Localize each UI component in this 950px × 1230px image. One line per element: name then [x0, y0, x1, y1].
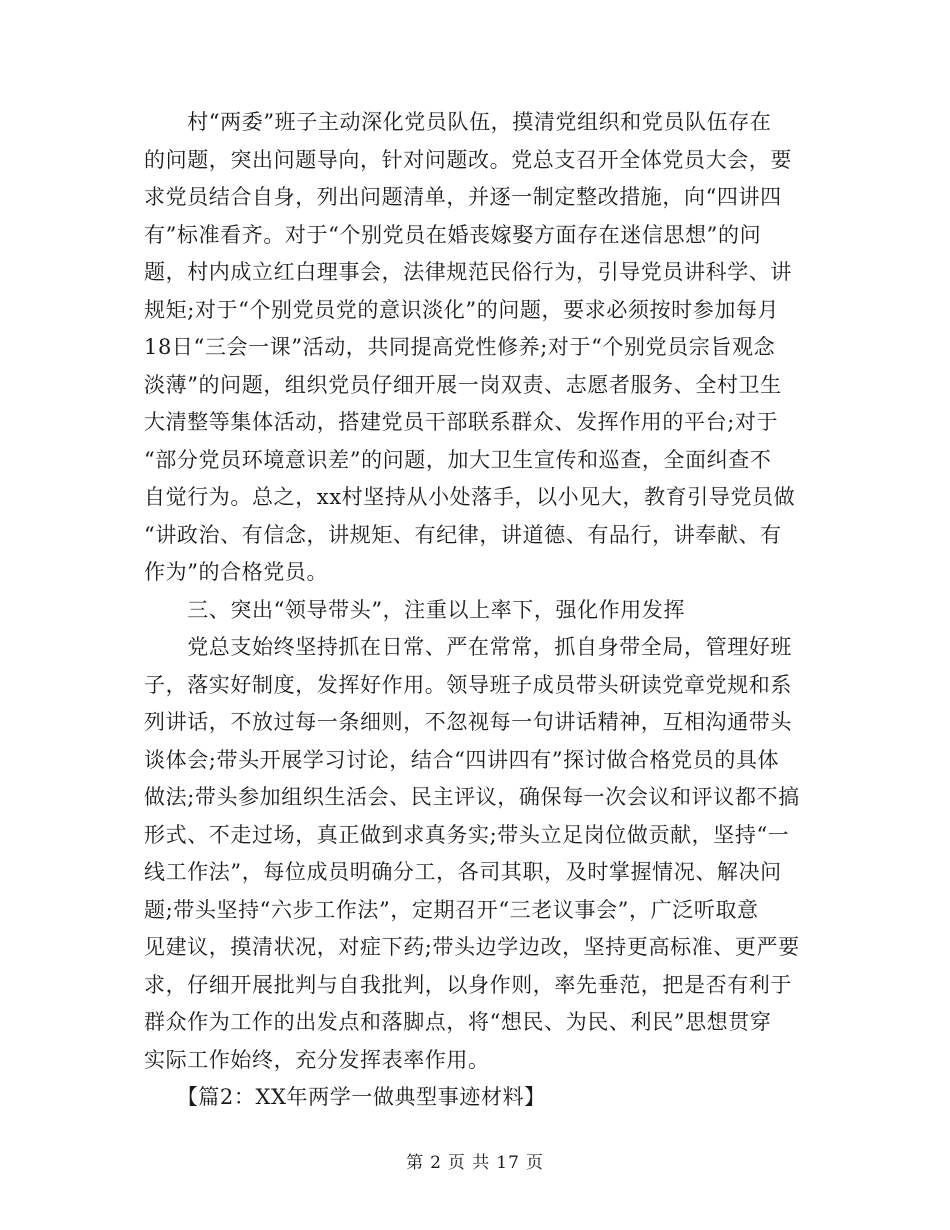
- text-line: 18日“三会一课”活动，共同提高党性修养;对于“个别党员宗旨观念: [144, 335, 776, 359]
- footer-prefix: 第: [406, 1153, 425, 1173]
- text-line: 列讲话，不放过每一条细则，不忽视每一句讲话精神，互相沟通带头: [144, 710, 792, 734]
- text-line: 题，村内成立红白理事会，法律规范民俗行为，引导党员讲科学、讲: [144, 260, 792, 284]
- footer-middle: 页 共: [447, 1153, 491, 1173]
- chapter-title: 【篇2：XX年两学一做典型事迹材料】: [144, 1085, 546, 1109]
- text-line: 子，落实好制度，发挥好作用。领导班子成员带头研读党章党规和系: [144, 672, 792, 697]
- text-line: 有”标准看齐。对于“个别党员在婚丧嫁娶方面存在迷信思想”的问: [144, 222, 762, 247]
- text-line: 大清整等集体活动，搭建党员干部联系群众、发挥作用的平台;对于: [144, 410, 779, 434]
- page-total: 17: [496, 1153, 520, 1173]
- footer-suffix: 页: [525, 1153, 544, 1173]
- text-line: 线工作法”，每位成员明确分工，各司其职，及时掌握情况、解决问: [144, 860, 782, 884]
- text-line: 形式、不走过场，真正做到求真务实;带头立足岗位做贡献，坚持“一: [144, 822, 790, 847]
- text-line: 做法;带头参加组织生活会、民主评议，确保每一次会议和评议都不搞: [144, 785, 800, 809]
- page-number: 2: [430, 1153, 442, 1173]
- text-line: 实际工作始终，充分发挥表率作用。: [144, 1047, 490, 1072]
- text-line: 求，仔细开展批判与自我批判，以身作则，率先垂范，把是否有利于: [144, 972, 792, 997]
- text-line: 规矩;对于“个别党员党的意识淡化”的问题，要求必须按时参加每月: [144, 297, 780, 322]
- text-line: “部分党员环境意识差”的问题，加大卫生宣传和巡查，全面纠查不: [144, 447, 772, 472]
- text-line: 村“两委”班子主动深化党员队伍，摸清党组织和党员队伍存在: [144, 110, 772, 134]
- section-heading: 三、突出“领导带头”，注重以上率下，强化作用发挥: [144, 597, 686, 622]
- text-line: 谈体会;带头开展学习讨论，结合“四讲四有”探讨做合格党员的具体: [144, 747, 780, 772]
- text-line: 的问题，突出问题导向，针对问题改。党总支召开全体党员大会，要: [144, 147, 792, 172]
- text-line: 党总支始终坚持抓在日常、严在常常，抓自身带全局，管理好班: [144, 635, 792, 659]
- text-line: 淡薄”的问题，组织党员仔细开展一岗双责、志愿者服务、全村卫生: [144, 372, 782, 397]
- text-line: 见建议，摸清状况，对症下药;带头边学边改，坚持更高标准、更严要: [144, 935, 800, 959]
- text-line: 群众作为工作的出发点和落脚点，将“想民、为民、利民”思想贯穿: [144, 1010, 772, 1034]
- text-line: 求党员结合自身，列出问题清单，并逐一制定整改措施，向“四讲四: [144, 185, 782, 209]
- text-line: 自觉行为。总之，xx村坚持从小处落手，以小见大，教育引导党员做: [144, 485, 796, 509]
- document-body: [144, 104, 804, 1117]
- text-line: “讲政治、有信念，讲规矩、有纪律，讲道德、有品行，讲奉献、有: [144, 522, 782, 547]
- page-footer: [0, 1148, 950, 1173]
- text-line: 作为”的合格党员。: [144, 560, 329, 584]
- text-line: 题;带头坚持“六步工作法”，定期召开“三老议事会”，广泛听取意: [144, 897, 759, 922]
